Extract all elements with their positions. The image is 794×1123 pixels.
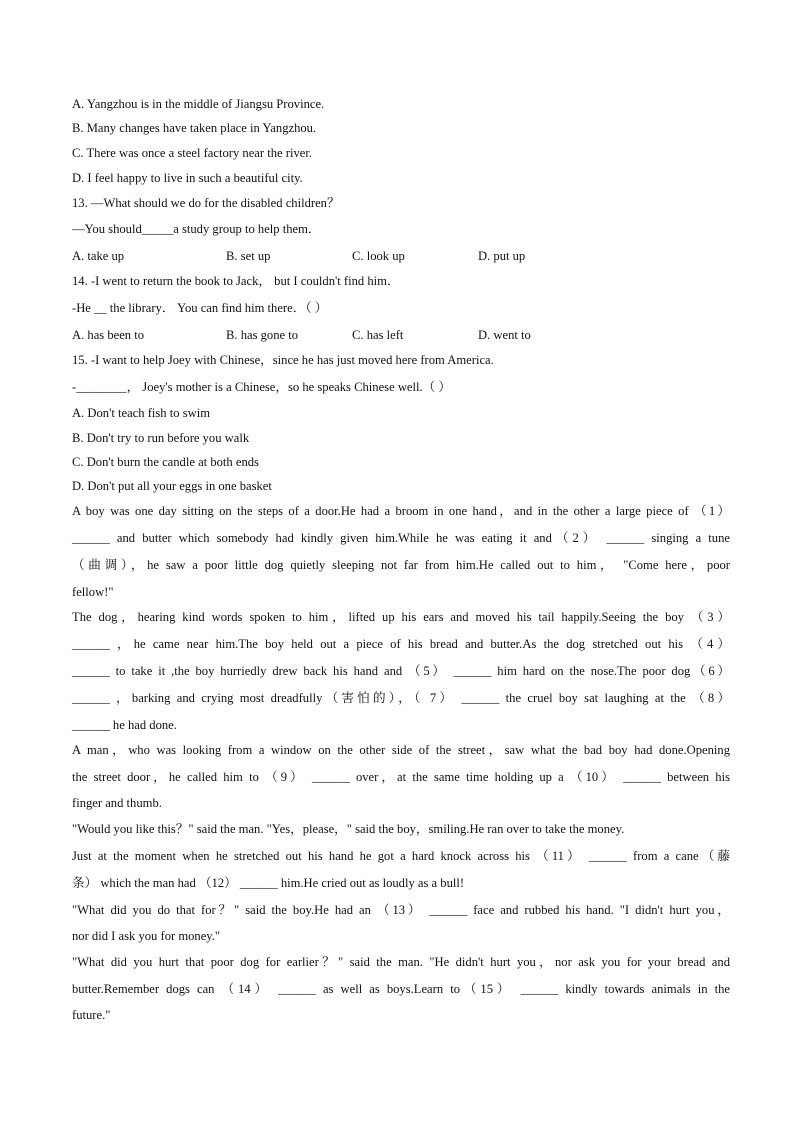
q12-option-d: D. I feel happy to live in such a beautiful city. xyxy=(72,171,303,185)
passage-line: future." xyxy=(72,1008,111,1022)
passage-line: fellow!" xyxy=(72,585,114,599)
passage-line: Just at the moment when he stretched out his hand he got a hard knock across his （11） ______ from a cane（藤 xyxy=(72,849,730,863)
passage-line: ______ to take it ,the boy hurriedly drew back his hand and （5） ______ him hard on the nose.The poor dog（6） xyxy=(72,664,730,678)
passage-line: The dog，hearing kind words spoken to him，lifted up his ears and moved his tail happily.Seeing the boy （3） xyxy=(72,610,730,624)
passage-line: nor did I ask you for money." xyxy=(72,929,221,943)
q12-option-a: A. Yangzhou is in the middle of Jiangsu Province. xyxy=(72,97,325,111)
passage-line: ______ ，he came near him.The boy held out a piece of his bread and butter.As the dog stretched out his （4） xyxy=(72,637,730,651)
q14-option-b: B. has gone to xyxy=(226,328,299,342)
q14-option-c: C. has left xyxy=(352,328,404,342)
passage-line: A boy was one day sitting on the steps of a door.He had a broom in one hand，and in the other a large piece of （1） xyxy=(72,504,730,518)
q15-reply: -________， Joey's mother is a Chinese，so he speaks Chinese well.（ ） xyxy=(72,380,451,394)
q13-reply: —You should_____a study group to help them． xyxy=(72,222,321,236)
q15-option-a: A. Don't teach fish to swim xyxy=(72,406,210,420)
passage-line: ______ and butter which somebody had kindly given him.While he was eating it and（2） ______ singing a tune xyxy=(72,531,730,545)
q13-option-d: D. put up xyxy=(478,249,526,263)
q15-option-d: D. Don't put all your eggs in one basket xyxy=(72,479,272,493)
passage-line: ______ he had done. xyxy=(72,718,177,732)
q13-stem: 13. —What should we do for the disabled children？ xyxy=(72,196,340,210)
passage-line: A man，who was looking from a window on the other side of the street，saw what the bad boy had done.Opening xyxy=(72,743,730,757)
q14-option-d: D. went to xyxy=(478,328,531,342)
passage-line: finger and thumb. xyxy=(72,796,162,810)
passage-line: the street door，he called him to （9） ______ over，at the same time holding up a （10） ______ between his xyxy=(72,770,730,784)
q13-option-c: C. look up xyxy=(352,249,405,263)
passage-line: butter.Remember dogs can （14） ______ as well as boys.Learn to（15） ______ kindly towards animals in the xyxy=(72,982,730,996)
passage-line: "Would you like this？" said the man. "Yes，please，" said the boy，smiling.He ran over to take the money. xyxy=(72,822,625,836)
q15-stem: 15. -I want to help Joey with Chinese，since he has just moved here from America. xyxy=(72,353,494,367)
passage-line: （曲调），he saw a poor little dog quietly sleeping not far from him.He called out to him， "Come here，poor xyxy=(72,558,730,572)
passage-line: "What did you do that for？" said the boy.He had an （13） ______ face and rubbed his hand. "I didn't hurt you， xyxy=(72,903,730,917)
q15-option-b: B. Don't try to run before you walk xyxy=(72,431,250,445)
passage-line: "What did you hurt that poor dog for earlier？" said the man. "He didn't hurt you，nor ask you for your bread and xyxy=(72,955,730,969)
passage-line: 条） which the man had （12） ______ him.He cried out as loudly as a bull! xyxy=(72,876,465,890)
passage-line: ______ ，barking and crying most dreadfully（害怕的），（ 7） ______ the cruel boy sat laughing at the （8） xyxy=(72,691,730,705)
q12-option-c: C. There was once a steel factory near the river. xyxy=(72,146,312,160)
q12-option-b: B. Many changes have taken place in Yangzhou. xyxy=(72,121,317,135)
q13-option-b: B. set up xyxy=(226,249,271,263)
q15-option-c: C. Don't burn the candle at both ends xyxy=(72,455,259,469)
q14-reply: -He __ the library． You can find him there．（ ） xyxy=(72,301,328,315)
q14-stem: 14. -I went to return the book to Jack， but I couldn't find him． xyxy=(72,274,400,288)
q13-option-a: A. take up xyxy=(72,249,125,263)
q14-option-a: A. has been to xyxy=(72,328,145,342)
